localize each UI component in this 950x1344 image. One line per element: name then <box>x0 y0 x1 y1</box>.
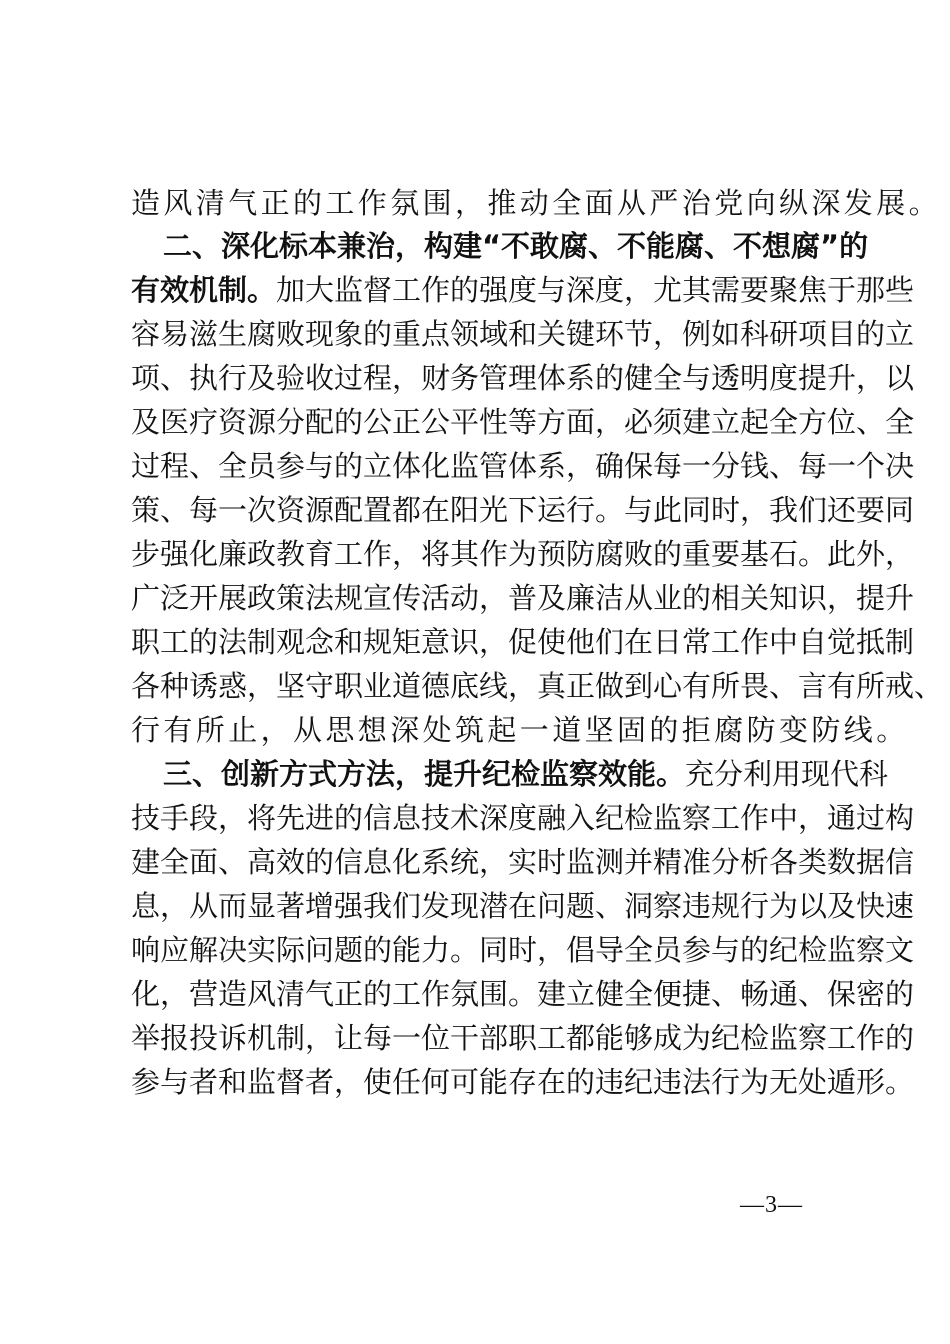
page-number: —3— <box>740 1192 803 1218</box>
body-text: 过程、全员参与的立体化监管体系，确保每一分钱、每一个决 <box>131 449 915 483</box>
body-text: 及医疗资源分配的公正公平性等方面，必须建立起全方位、全 <box>131 405 915 439</box>
text-line <box>131 800 915 836</box>
text-line <box>131 1064 915 1100</box>
text-line <box>131 1020 915 1056</box>
body-text: 策、每一次资源配置都在阳光下运行。与此同时，我们还要同 <box>131 493 915 527</box>
text-line <box>131 580 915 616</box>
text-line <box>131 492 915 528</box>
body-text: 充分利用现代科 <box>685 757 889 791</box>
text-line <box>131 888 915 924</box>
body-text: 化，营造风清气正的工作氛围。建立健全便捷、畅通、保密的 <box>131 977 915 1011</box>
text-line <box>131 272 915 308</box>
body-text: 响应解决实际问题的能力。同时，倡导全员参与的纪检监察文 <box>131 933 915 967</box>
body-text: 广泛开展政策法规宣传活动，普及廉洁从业的相关知识，提升 <box>131 581 915 615</box>
bold-text: 二、深化标本兼治，构建“不敢腐、不能腐、不想腐”的 <box>163 229 869 263</box>
text-line <box>131 404 915 440</box>
body-text: 建全面、高效的信息化系统，实时监测并精准分析各类数据信 <box>131 845 915 879</box>
section-heading-3 <box>163 756 889 792</box>
text-line <box>131 932 915 968</box>
text-line <box>131 712 909 748</box>
body-text: 职工的法制观念和规矩意识，促使他们在日常工作中自觉抵制 <box>131 625 915 659</box>
text-line <box>131 185 942 221</box>
body-text: 息，从而显著增强我们发现潜在问题、洞察违规行为以及快速 <box>131 889 915 923</box>
body-text: 各种诱惑，坚守职业道德底线，真正做到心有所畏、言有所戒、 <box>131 669 944 703</box>
bold-text: 有效机制。 <box>131 273 277 307</box>
text-line <box>131 360 915 396</box>
body-text: 造风清气正的工作氛围，推动全面从严治党向纵深发展。 <box>131 186 942 220</box>
body-text: 技手段，将先进的信息技术深度融入纪检监察工作中，通过构 <box>131 801 915 835</box>
text-line <box>131 844 915 880</box>
text-line <box>131 448 915 484</box>
section-heading-2 <box>163 228 869 264</box>
body-text: 步强化廉政教育工作，将其作为预防腐败的重要基石。此外， <box>131 537 915 571</box>
body-text: 容易滋生腐败现象的重点领域和关键环节，例如科研项目的立 <box>131 317 915 351</box>
body-text: 加大监督工作的强度与深度，尤其需要聚焦于那些 <box>276 273 915 307</box>
text-line <box>131 316 915 352</box>
text-line <box>131 668 944 704</box>
body-text: 项、执行及验收过程，财务管理体系的健全与透明度提升，以 <box>131 361 915 395</box>
text-line <box>131 976 915 1012</box>
bold-text: 三、创新方式方法，提升纪检监察效能。 <box>163 757 686 791</box>
body-text: 行有所止，从思想深处筑起一道坚固的拒腐防变防线。 <box>131 713 909 747</box>
text-line <box>131 624 915 660</box>
text-line <box>131 536 915 572</box>
body-text: 举报投诉机制，让每一位干部职工都能够成为纪检监察工作的 <box>131 1021 915 1055</box>
body-text: 参与者和监督者，使任何可能存在的违纪违法行为无处遁形。 <box>131 1065 915 1099</box>
